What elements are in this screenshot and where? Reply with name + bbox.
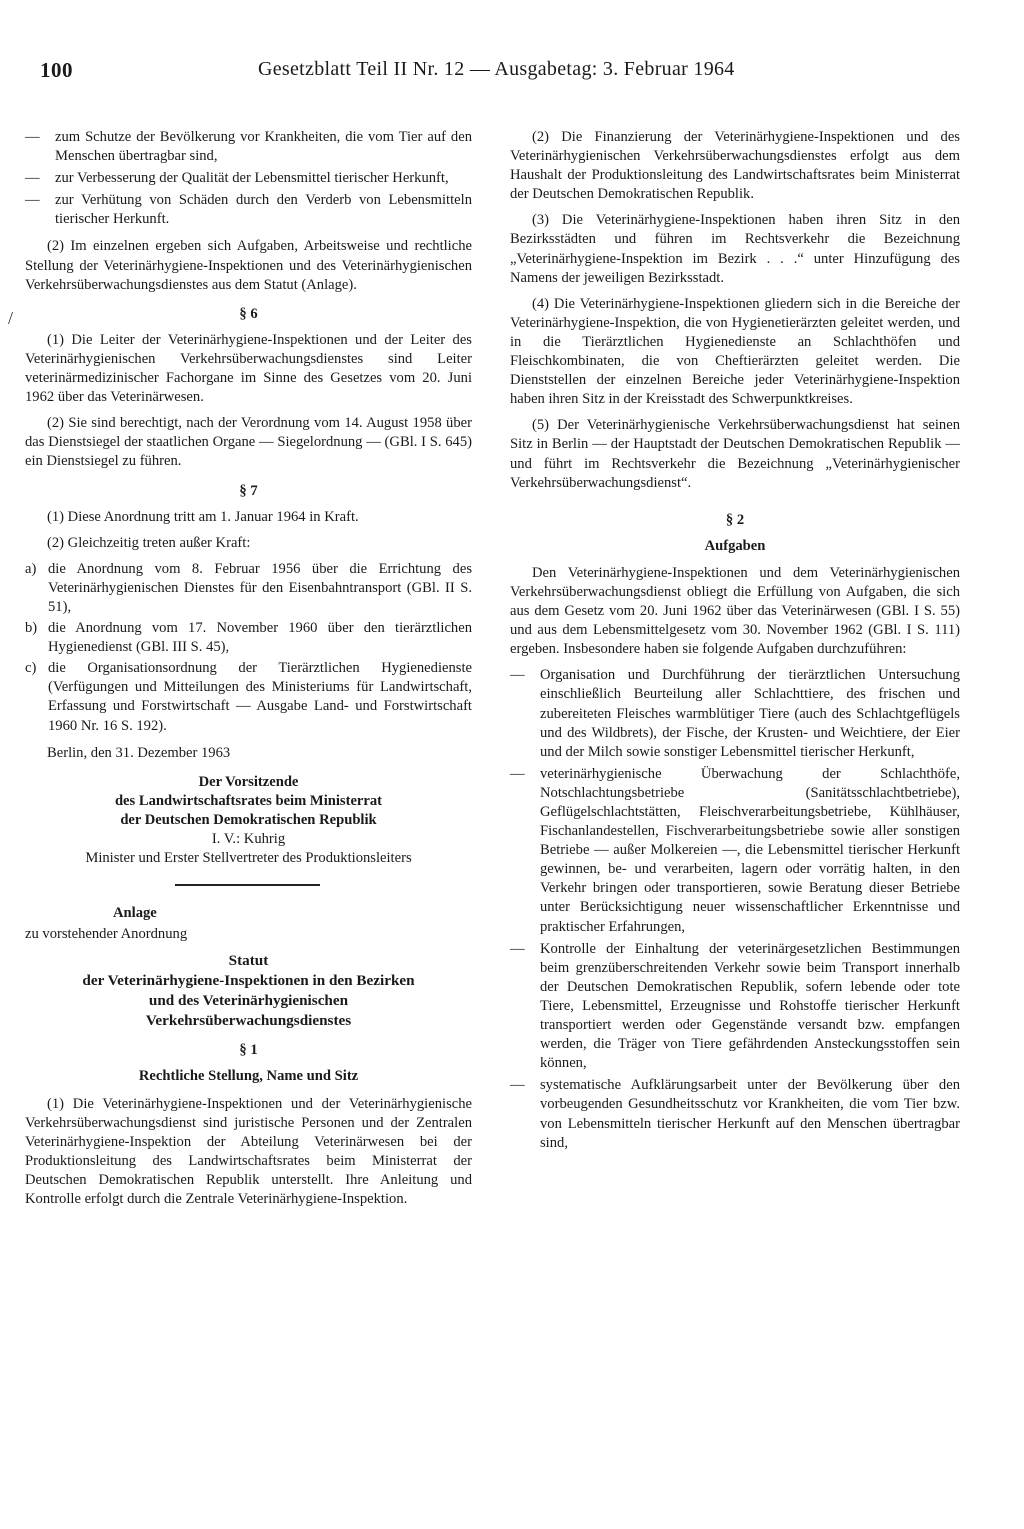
signature-block <box>25 773 472 868</box>
list-item: — zur Verbesserung der Qualität der Lebensmittel tierischer Herkunft, <box>25 169 472 188</box>
paragraph: (1) Die Leiter der Veterinärhygiene-Inspektionen und der Leiter des Veterinärhygienischen Verkehrsüberwachungsdienstes sind Leiter veterinärmedizinischer Fachorgane im Sinne des Gesetzes vom 20. Juni 1962 über das Veterinärwesen. <box>25 331 472 406</box>
signature-line: des Landwirtschaftsrates beim Ministerrat <box>114 792 383 809</box>
running-head: Gesetzblatt Teil II Nr. 12 — Ausgabetag: 3. Februar 1964 <box>258 58 735 80</box>
list-text: die Organisationsordnung der Tierärztlichen Hygienedienste (Verfügungen und Mitteilungen des Ministeriums für Landwirtschaft, Erfassung und Forstwirtschaft — Ausgabe Land- und Forstwirtschaft 1960 Nr. 16 S. 192). <box>48 660 472 734</box>
list-item: — zum Schutze der Bevölkerung vor Krankheiten, die vom Tier auf den Menschen übertragbar sind, <box>25 128 472 166</box>
statute-title-line: der Veterinärhygiene-Inspektionen in den Bezirken <box>82 972 415 990</box>
list-item <box>25 619 472 657</box>
list-item: — veterinärhygienische Überwachung der Schlachthöfe, Notschlachtungsbetriebe (Sanitätsschlachtbetriebe), Geflügelschlachtstätten, Fleischverarbeitungsbetriebe, Kühlhäuser, Fischanlandestellen, Fischverarbeitungsbetriebe sowie aller sonstigen Betriebe — außer Molkereien —, die Lebensmittel tierischer Herkunft gewinnen, be- und verarbeiten, lagern oder vorrätig halten, in den Verkehr bringen oder transportieren, sowie Beratung dieser Betriebe unter Berücksichtigung neuer wissenschaftlicher Erkenntnisse und praktischer Erfahrungen, <box>510 765 960 937</box>
statute-title <box>25 951 472 1031</box>
section-heading: § 7 <box>239 482 258 499</box>
signature-line: der Deutschen Demokratischen Republik <box>120 811 377 828</box>
paragraph: (3) Die Veterinärhygiene-Inspektionen haben ihren Sitz in den Bezirksstädten und führen im Rechtsverkehr die Bezeichnung „Veterinärhygiene-Inspektion im Bezirk . . .“ unter Hinzufügung des Namens der jeweiligen Bezirksstadt. <box>510 212 960 286</box>
signatory-name: I. V.: Kuhrig <box>211 831 286 847</box>
list-marker: b) <box>25 620 38 637</box>
annex-subtitle: zu vorstehender Anordnung <box>25 926 188 943</box>
page-header <box>40 58 1000 98</box>
repeal-list <box>25 560 472 736</box>
list-marker: c) <box>25 660 37 677</box>
page-number: 100 <box>40 58 73 82</box>
left-column <box>25 128 472 1216</box>
list-text: die Anordnung vom 8. Februar 1956 über die Errichtung des Veterinärhygienischen Dienstes für den Eisenbahntransport (GBl. II S. 51), <box>48 560 472 615</box>
list-item: — zur Verhütung von Schäden durch den Verderb von Lebensmitteln tierischer Herkunft. <box>25 191 472 229</box>
section-heading: § 1 <box>239 1042 258 1059</box>
place-date: Berlin, den 31. Dezember 1963 <box>47 744 231 761</box>
section-title: Aufgaben <box>704 537 766 554</box>
paragraph: (4) Die Veterinärhygiene-Inspektionen gliedern sich in die Bereiche der Veterinärhygiene-Inspektion, die von Hygienetierärzten geleitet werden, und in die Tierärztlichen Hygienedienste an Schlachthöfen und Fleischkombinaten, die von Cheftierärzten geleitet werden. Die Dienststellen der einzelnen Bereiche jeder Veterinärhygiene-Inspektion haben ihren Sitz in der Kreisstadt des Schwerpunktkreises. <box>510 295 960 408</box>
paragraph: (2) Sie sind berechtigt, nach der Verordnung vom 14. August 1958 über das Dienstsiegel der staatlichen Organe — Siegelordnung — (GBl. I S. 645) ein Dienstsiegel zu führen. <box>25 415 472 470</box>
statute-title-line: und des Veterinärhygienischen <box>148 992 349 1010</box>
section-heading: § 2 <box>725 511 745 528</box>
list-text: die Anordnung vom 17. November 1960 über den tierärztlichen Hygienedienst (GBl. III S. 45), <box>48 620 472 656</box>
list-marker: a) <box>25 560 37 577</box>
margin-mark: / <box>8 308 14 328</box>
signatory-role: Minister und Erster Stellvertreter des Produktionsleiters <box>85 850 412 867</box>
paragraph: Den Veterinärhygiene-Inspektionen und dem Veterinärhygienischen Verkehrsüberwachungsdienst obliegt die Erfüllung von Aufgaben, die sich aus dem Gesetz vom 20. Juni 1962 über das Veterinärwesen (GBl. I S. 55) und aus dem Lebensmittelgesetz vom 30. November 1962 (GBl. I S. 111) ergeben. Insbesondere haben sie folgende Aufgaben durchzuführen: <box>510 564 960 658</box>
paragraph: (5) Der Veterinärhygienische Verkehrsüberwachungsdienst hat seinen Sitz in Berlin — der Hauptstadt der Deutschen Demokratischen Republik — und führt im Rechtsverkehr die Bezeichnung „Veterinärhygienischer Verkehrsüberwachungsdienst“. <box>510 417 960 491</box>
paragraph: (1) Die Veterinärhygiene-Inspektionen und der Veterinärhygienische Verkehrsüberwachungsdienst sind juristische Personen und der Zentralen Veterinärhygiene-Inspektion der Abteilung Veterinärwesen bei der Produktionsleitung des Landwirtschaftsrates beim Ministerrat der Deutschen Demokratischen Republik unterstellt. Ihre Anleitung und Kontrolle erfolgt durch die Zentrale Veterinärhygiene-Inspektion. <box>25 1095 472 1208</box>
list-item <box>25 659 472 735</box>
divider <box>175 884 320 886</box>
goal-list <box>25 128 472 229</box>
list-item: — Organisation und Durchführung der tierärztlichen Untersuchung einschließlich Beurteilung aller Schlachttiere, des frischen und zubereiteten Fleisches warmblütiger Tiere (auch des Schlachtgeflügels und des Wildbrets), der Fische, der Krusten- und Weichtiere, der Eier und der Milch sowie sonstiger Lebensmittel tierischer Herkunft, <box>510 666 960 761</box>
paragraph: (2) Die Finanzierung der Veterinärhygiene-Inspektionen und des Veterinärhygienischen Verkehrsüberwachungsdienstes erfolgt aus dem Haushalt der Produktionsleitung des Landwirtschaftsrates beim Ministerrat der Deutschen Demokratischen Republik. <box>510 129 960 203</box>
list-item: — systematische Aufklärungsarbeit unter der Bevölkerung über den vorbeugenden Gesundheitsschutz vor Krankheiten, die vom Tier bzw. von Lebensmitteln tierischer Herkunft auf den Menschen übertragbar sind, <box>510 1076 960 1152</box>
section-heading: § 6 <box>239 305 258 322</box>
paragraph: (2) Gleichzeitig treten außer Kraft: <box>47 534 251 551</box>
statute-title-line: Statut <box>228 952 269 970</box>
signature-line: Der Vorsitzende <box>198 773 299 790</box>
right-column <box>510 128 960 1161</box>
paragraph: (1) Diese Anordnung tritt am 1. Januar 1964 in Kraft. <box>47 508 359 525</box>
list-item <box>25 560 472 617</box>
task-list <box>510 666 960 1152</box>
statute-title-line: Verkehrsüberwachungsdienstes <box>145 1012 352 1030</box>
section-title: Rechtliche Stellung, Name und Sitz <box>138 1068 359 1085</box>
annex-title: Anlage <box>113 905 157 922</box>
list-item: — Kontrolle der Einhaltung der veterinärgesetzlichen Bestimmungen beim grenzüberschreitenden Verkehr sowie beim Transport innerhalb der Deutschen Demokratischen Republik, sofern lebende oder tote Tiere, Lebensmittel, Erzeugnisse und Rohstoffe tierischer Herkunft transportiert werden oder Gegenstände versandt bzw. empfangen werden, die Träger von Tiere gefährdenden Ansteckungsstoffen sein können, <box>510 940 960 1074</box>
paragraph: (2) Im einzelnen ergeben sich Aufgaben, Arbeitsweise und rechtliche Stellung der Veterinärhygiene-Inspektionen und des Veterinärhygienischen Verkehrsüberwachungsdienstes aus dem Statut (Anlage). <box>25 238 472 293</box>
